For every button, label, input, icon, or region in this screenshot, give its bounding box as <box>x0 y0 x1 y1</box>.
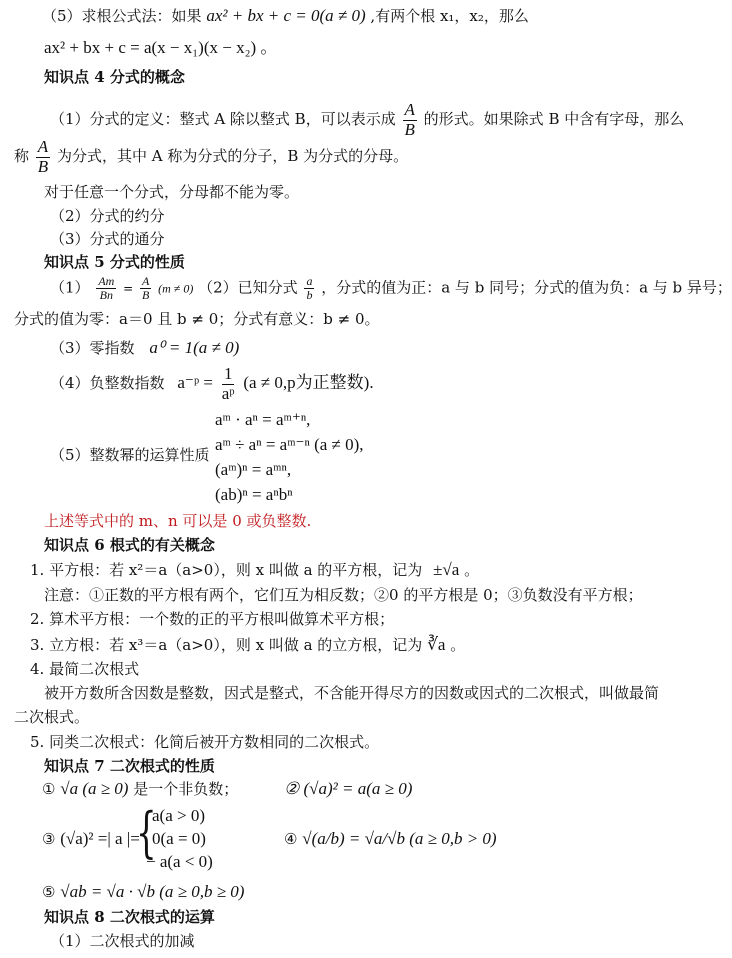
property-2: ② (√a)² = a(a ≥ 0) <box>284 779 413 798</box>
text: 是一个非负数； <box>133 780 239 798</box>
fraction-a-over-b-small <box>140 275 151 302</box>
text: （1） <box>50 278 90 297</box>
square-root-note: 注意：①正数的平方根有两个，它们互为相反数；②0 的平方根是 0；③负数没有平方根； <box>44 586 643 604</box>
property-5 <box>42 882 244 902</box>
curly-brace: { <box>136 801 157 864</box>
equation: a⁰ = 1(a ≠ 0) <box>149 338 240 357</box>
rule-product-power: (ab)ⁿ = aⁿbⁿ <box>215 485 293 504</box>
factored-equation: ax² + bx + c = a(x − x₁)(x − x₂) 。 <box>44 38 278 57</box>
fraction-properties <box>50 275 732 302</box>
arithmetic-root-def: 2. 算术平方根：一个数的正的平方根叫做算术平方根； <box>30 610 395 628</box>
negative-exponent <box>50 365 374 403</box>
text: （2）已知分式 <box>198 278 298 297</box>
denominator: Bn <box>99 288 113 303</box>
numerator: A <box>37 137 49 156</box>
equation-left: a⁻ᵖ = <box>177 373 213 393</box>
denominator: b <box>306 288 313 303</box>
denominator: B <box>141 288 150 303</box>
zero-exponent <box>50 338 239 358</box>
denominator-note: 对于任意一个分式，分母都不能为零。 <box>44 183 300 201</box>
denominator: B <box>37 156 49 176</box>
text: 。 <box>450 636 466 654</box>
abs-expression: (√a)² =| a |= <box>60 829 140 848</box>
addition-subtraction-item: （1）二次根式的加减 <box>50 932 195 950</box>
plus-minus-sqrt: ±√a <box>433 560 460 579</box>
equals: = <box>123 281 134 296</box>
fraction-a-over-b <box>403 101 417 139</box>
text: 称 <box>14 147 30 166</box>
rule-quotient: aᵐ ÷ aⁿ = aᵐ⁻ⁿ (a ≠ 0), <box>215 435 364 454</box>
rule-power: (aᵐ)ⁿ = aᵐⁿ, <box>215 460 292 479</box>
case-positive: a(a > 0) <box>152 806 206 825</box>
common-denominator-item: （3）分式的通分 <box>50 230 165 248</box>
fraction-zero-condition: 分式的值为零：a＝0 且 b ≠ 0；分式有意义：b ≠ 0。 <box>14 310 380 328</box>
equation: ax² + bx + c = 0(a ≠ 0) <box>206 6 366 25</box>
numerator: A <box>141 274 150 288</box>
fraction-a-over-b <box>36 138 50 176</box>
circle-number: ③ <box>42 830 56 848</box>
text: 为分式，其中 A 称为分式的分子，B 为分式的分母。 <box>56 147 409 166</box>
section-heading-7: 知识点 7 二次根式的性质 <box>44 757 215 775</box>
rule-product: aᵐ · aⁿ = aᵐ⁺ⁿ, <box>215 410 311 429</box>
cube-root-def <box>30 635 465 655</box>
fraction-1-over-ap <box>220 365 237 403</box>
numerator: a <box>306 274 313 288</box>
text: 的形式。如果除式 B 中含有字母，那么 <box>423 110 685 129</box>
text: 1. 平方根：若 x²＝a（a>0），则 x 叫做 a 的平方根，记为 <box>30 561 423 579</box>
property-1 <box>42 779 238 799</box>
circle-number: ④ <box>284 830 298 848</box>
section-heading-6: 知识点 6 根式的有关概念 <box>44 536 215 554</box>
section-heading-5: 知识点 5 分式的性质 <box>44 253 185 271</box>
text: （5）求根公式法：如果 <box>42 7 202 25</box>
square-root-def <box>30 560 479 580</box>
section-heading-4: 知识点 4 分式的概念 <box>44 68 185 86</box>
circle-number: ① <box>42 780 56 798</box>
text: 。 <box>464 561 480 579</box>
case-zero: 0(a = 0) <box>152 829 206 848</box>
text: （3）零指数 <box>50 339 135 357</box>
formula-method-line <box>42 6 529 26</box>
numerator: 1 <box>223 364 233 383</box>
denominator: aᵖ <box>221 383 235 403</box>
sqrt-expression: √a (a ≥ 0) <box>60 779 129 798</box>
text: （1）分式的定义：整式 A 除以整式 B，可以表示成 <box>50 110 396 129</box>
fraction-definition-cont <box>14 138 408 176</box>
fraction-a-b <box>304 275 314 302</box>
simplest-radical-title: 4. 最简二次根式 <box>30 660 140 678</box>
like-radicals-def: 5. 同类二次根式：化简后被开方数相同的二次根式。 <box>30 733 380 751</box>
text: ，分式的值为正：a 与 b 同号；分式的值为负：a 与 b 异号； <box>321 278 732 297</box>
condition: (a ≠ 0,p为正整数). <box>243 373 374 393</box>
cube-root: ∛a <box>427 635 446 654</box>
fraction-am-over-bn <box>96 275 116 302</box>
simplest-radical-def-cont: 二次根式。 <box>14 708 90 726</box>
circle-number: ⑤ <box>42 883 56 901</box>
numerator: Am <box>98 274 115 288</box>
reduction-item: （2）分式的约分 <box>50 207 165 225</box>
property-3 <box>42 829 140 849</box>
exponent-rules-label: （5）整数幂的运算性质 <box>50 446 210 464</box>
denominator: B <box>404 119 415 139</box>
property-4 <box>284 829 497 849</box>
simplest-radical-def: 被开方数所含因数是整数，因式是整式，不含能开得尽方的因数或因式的二次根式，叫做最简 <box>44 684 660 702</box>
text: ,有两个根 x₁，x₂，那么 <box>370 7 529 25</box>
text: （4）负整数指数 <box>50 374 165 393</box>
section-heading-8: 知识点 8 二次根式的运算 <box>44 908 215 926</box>
sqrt-product: √ab = √a · √b (a ≥ 0,b ≥ 0) <box>60 882 245 901</box>
red-note: 上述等式中的 m、n 可以是 0 或负整数. <box>44 512 312 530</box>
condition: (m ≠ 0) <box>158 281 194 296</box>
fraction-definition <box>50 101 684 139</box>
text: 3. 立方根：若 x³＝a（a>0），则 x 叫做 a 的立方根，记为 <box>30 636 423 654</box>
numerator: A <box>404 100 415 119</box>
case-negative: − a(a < 0) <box>146 852 213 871</box>
sqrt-fraction: √(a/b) = √a/√b (a ≥ 0,b > 0) <box>302 829 497 848</box>
